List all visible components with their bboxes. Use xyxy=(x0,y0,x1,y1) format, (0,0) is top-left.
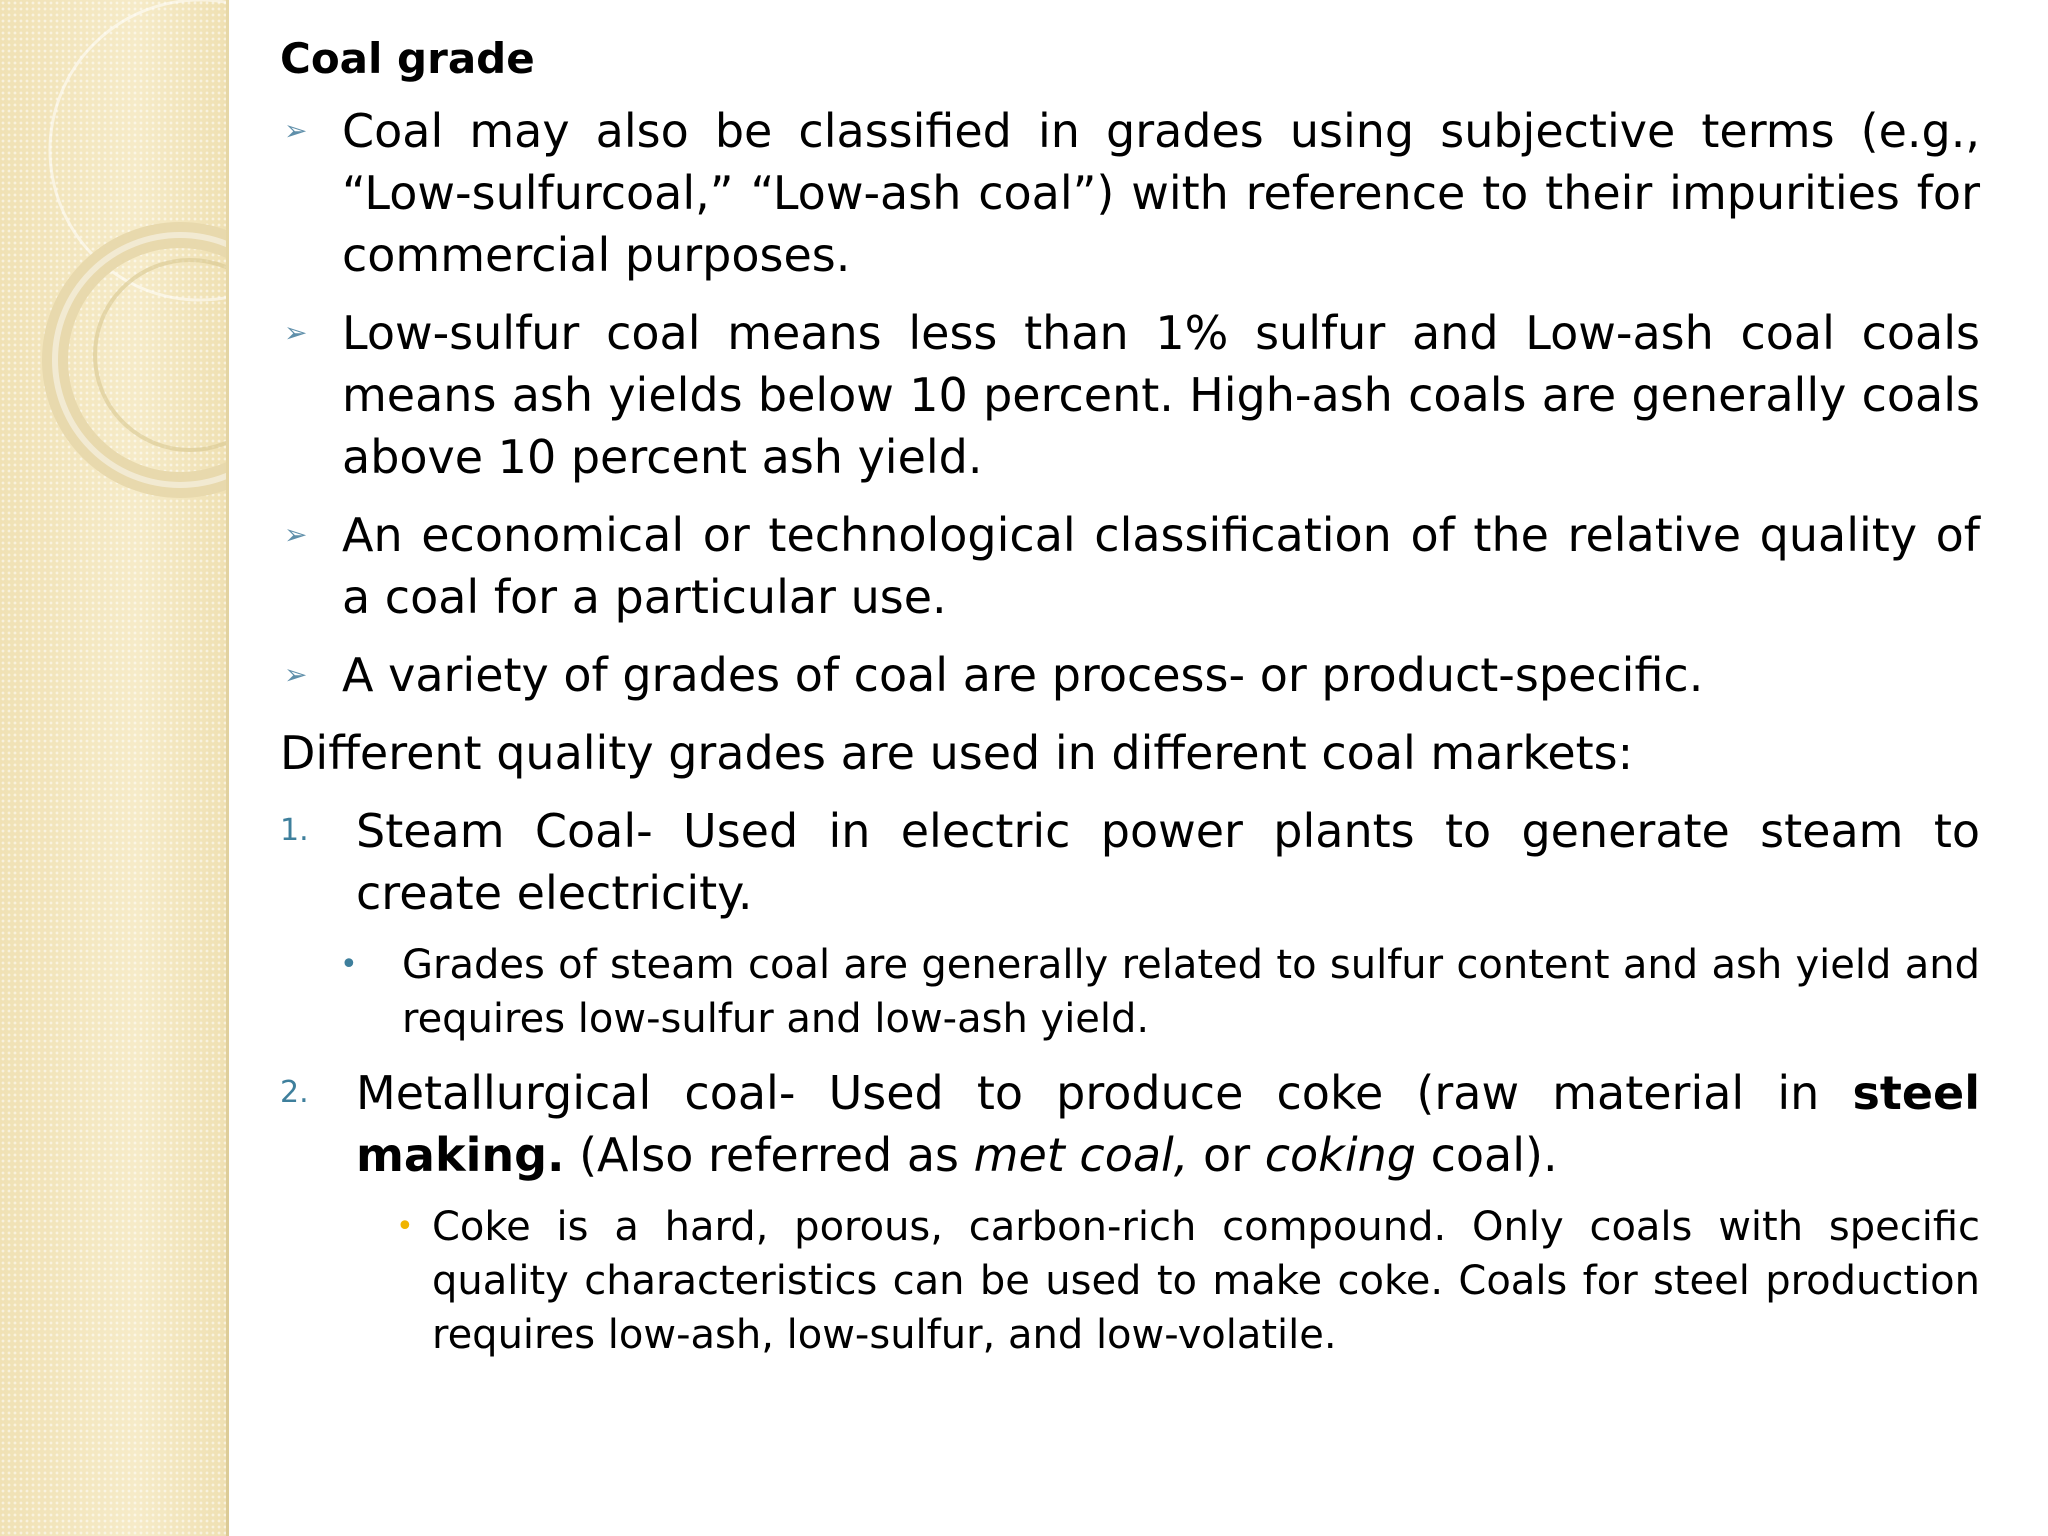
bullet-dot-icon: • xyxy=(340,947,358,982)
sub-bullet-text: Grades of steam coal are generally related to sulfur content and ash yield and requires low-sulfur and low-ash yield. xyxy=(402,942,1980,1042)
decorative-side-band xyxy=(0,0,228,1536)
item-text-part: or xyxy=(1188,1128,1265,1182)
bullet-item xyxy=(280,644,1980,706)
bullet-dot-icon: • xyxy=(396,1209,414,1244)
decorative-rings xyxy=(0,0,228,520)
item-number: 1. xyxy=(280,813,309,848)
bullet-text: Coal may also be classified in grades using subjective terms (e.g., “Low-sulfurcoal,” “Low-ash coal”) with reference to their impurities for commercial purposes. xyxy=(342,104,1980,282)
markets-intro: Different quality grades are used in different coal markets: xyxy=(280,726,1634,780)
arrow-right-icon: ➢ xyxy=(284,316,308,349)
arrow-right-icon: ➢ xyxy=(284,518,308,551)
bullet-text: A variety of grades of coal are process- or product-specific. xyxy=(342,648,1704,702)
bullet-text: Low-sulfur coal means less than 1% sulfur and Low-ash coal coals means ash yields below 10 percent. High-ash coals are generally coals above 10 percent ash yield. xyxy=(342,306,1980,484)
item-text: Steam Coal- Used in electric power plants to generate steam to create electricity. xyxy=(356,804,1980,920)
item-text-part: coal). xyxy=(1415,1128,1558,1182)
side-band-edge xyxy=(226,0,229,1536)
numbered-item-metallurgical-coal xyxy=(280,1062,1980,1186)
sub-bullet-item xyxy=(340,938,1980,1046)
arrow-right-icon: ➢ xyxy=(284,114,308,147)
item-text-part: Metallurgical coal- Used to produce coke (raw material in xyxy=(356,1066,1853,1120)
bullet-text: An economical or technological classification of the relative quality of a coal for a particular use. xyxy=(342,508,1980,624)
slide-content xyxy=(280,30,1980,1362)
item-text xyxy=(356,1062,1980,1186)
item-number: 2. xyxy=(280,1075,309,1110)
bullet-item xyxy=(280,302,1980,488)
arrow-right-icon: ➢ xyxy=(284,658,308,691)
bullet-item xyxy=(280,100,1980,286)
numbered-item-steam-coal xyxy=(280,800,1980,924)
item-text-part: (Also referred as xyxy=(564,1128,974,1182)
item-text-italic: met coal, xyxy=(973,1128,1189,1182)
item-text-bold: steel making. xyxy=(356,1066,1980,1182)
slide-heading: Coal grade xyxy=(280,34,535,83)
item-text-italic: coking xyxy=(1264,1128,1416,1182)
sub-bullet-text: Coke is a hard, porous, carbon-rich compound. Only coals with specific quality characteristics can be used to make coke. Coals for steel production requires low-ash, low-sulfur, and low-volatile. xyxy=(432,1204,1980,1358)
sub-bullet-item xyxy=(396,1200,1980,1362)
bullet-item xyxy=(280,504,1980,628)
